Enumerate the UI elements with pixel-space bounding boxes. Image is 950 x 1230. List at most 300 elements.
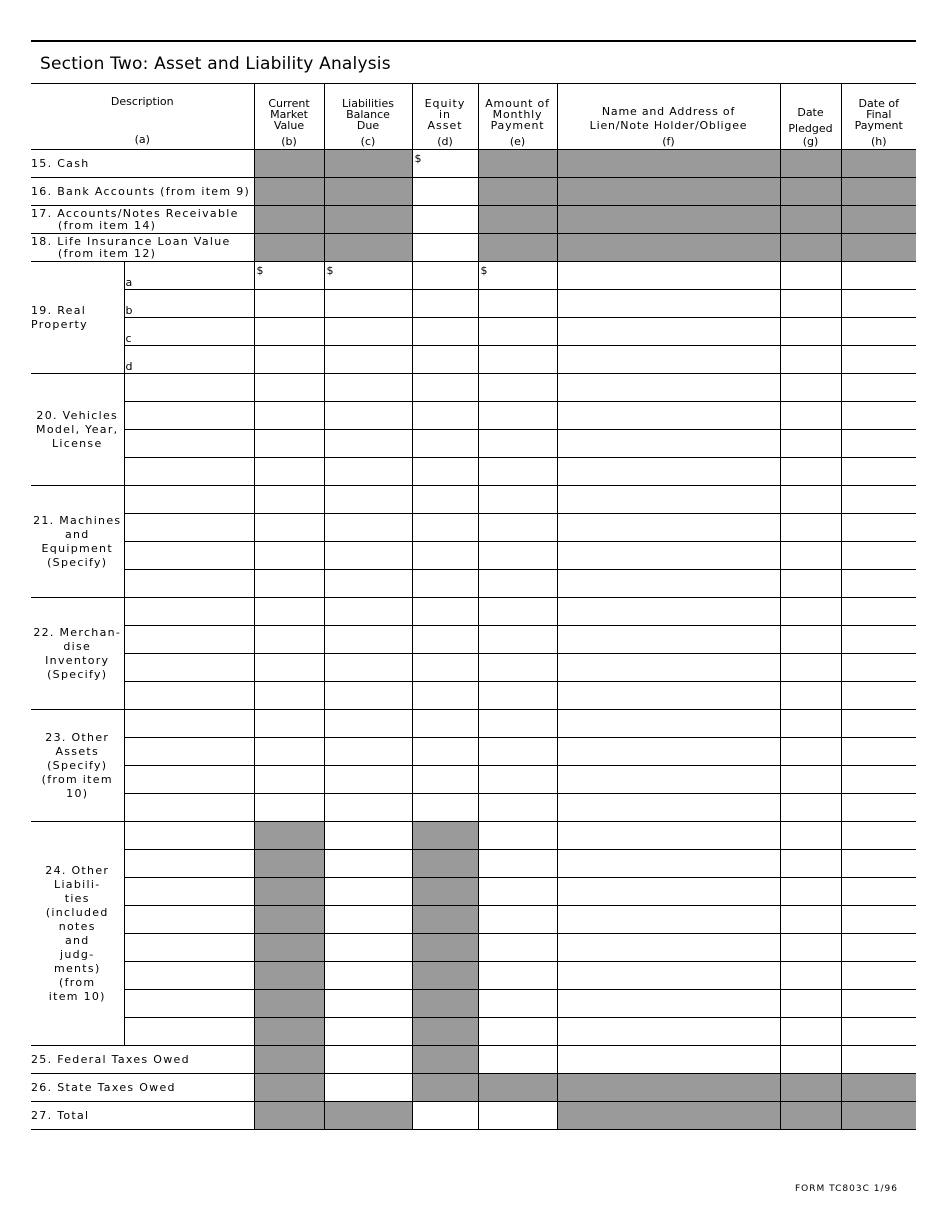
table-cell[interactable] bbox=[841, 570, 916, 598]
table-cell[interactable] bbox=[254, 318, 324, 346]
row-other-assets bbox=[31, 738, 916, 766]
table-cell[interactable] bbox=[324, 962, 412, 990]
label-state-taxes: 26. State Taxes Owed bbox=[31, 1074, 254, 1102]
table-cell[interactable] bbox=[557, 514, 780, 542]
table-cell[interactable] bbox=[478, 430, 557, 458]
table-cell[interactable] bbox=[557, 738, 780, 766]
table-cell[interactable] bbox=[124, 962, 254, 990]
table-cell[interactable] bbox=[780, 682, 841, 710]
table-cell[interactable] bbox=[254, 570, 324, 598]
table-cell[interactable] bbox=[124, 794, 254, 822]
label-bank-accounts: 16. Bank Accounts (from item 9) bbox=[31, 178, 254, 206]
table-cell[interactable] bbox=[478, 822, 557, 850]
table-cell[interactable] bbox=[557, 990, 780, 1018]
asset-liability-table bbox=[31, 83, 916, 1130]
table-cell[interactable] bbox=[780, 822, 841, 850]
table-cell[interactable] bbox=[780, 514, 841, 542]
table-cell[interactable] bbox=[557, 766, 780, 794]
total-equity-field[interactable] bbox=[412, 1102, 478, 1130]
table-cell[interactable] bbox=[124, 514, 254, 542]
cell-shaded bbox=[841, 234, 916, 262]
table-cell[interactable] bbox=[557, 318, 780, 346]
table-cell[interactable] bbox=[478, 850, 557, 878]
table-cell[interactable] bbox=[324, 934, 412, 962]
row-merchandise bbox=[31, 598, 916, 626]
table-cell[interactable] bbox=[478, 1018, 557, 1046]
table-cell[interactable] bbox=[841, 822, 916, 850]
table-cell[interactable] bbox=[780, 486, 841, 514]
cell-shaded bbox=[254, 150, 324, 178]
cell-shaded bbox=[841, 206, 916, 234]
cell-shaded bbox=[324, 206, 412, 234]
real-a-balance-due[interactable]: $ bbox=[324, 262, 412, 290]
table-cell[interactable] bbox=[841, 626, 916, 654]
table-cell[interactable] bbox=[780, 430, 841, 458]
cell-shaded bbox=[254, 962, 324, 990]
table-cell[interactable] bbox=[478, 1046, 557, 1074]
cell-shaded bbox=[254, 1018, 324, 1046]
sub-label-a: a bbox=[124, 262, 254, 290]
table-cell[interactable] bbox=[324, 290, 412, 318]
table-cell[interactable] bbox=[324, 374, 412, 402]
row-other-liabilities bbox=[31, 934, 916, 962]
table-cell[interactable] bbox=[557, 822, 780, 850]
table-cell[interactable] bbox=[841, 878, 916, 906]
real-a-equity[interactable] bbox=[412, 262, 478, 290]
table-cell[interactable] bbox=[478, 766, 557, 794]
table-cell[interactable] bbox=[780, 1046, 841, 1074]
table-cell[interactable] bbox=[254, 402, 324, 430]
table-cell[interactable] bbox=[124, 374, 254, 402]
table-cell[interactable] bbox=[780, 794, 841, 822]
label-federal-taxes: 25. Federal Taxes Owed bbox=[31, 1046, 254, 1074]
sub-label-c: c bbox=[124, 318, 254, 346]
table-cell[interactable] bbox=[478, 990, 557, 1018]
cell-shaded bbox=[412, 934, 478, 962]
table-cell[interactable] bbox=[841, 990, 916, 1018]
table-cell[interactable] bbox=[324, 1018, 412, 1046]
cell-shaded bbox=[780, 234, 841, 262]
table-cell[interactable] bbox=[124, 878, 254, 906]
table-cell[interactable] bbox=[324, 570, 412, 598]
cell-shaded bbox=[780, 178, 841, 206]
real-a-final-payment[interactable] bbox=[841, 262, 916, 290]
cell-shaded bbox=[557, 234, 780, 262]
label-real-property: 19. Real Property bbox=[31, 262, 124, 374]
table-cell[interactable] bbox=[557, 626, 780, 654]
table-cell[interactable] bbox=[324, 654, 412, 682]
cell-shaded bbox=[324, 234, 412, 262]
row-other-liabilities bbox=[31, 878, 916, 906]
row-machines bbox=[31, 570, 916, 598]
table-cell[interactable] bbox=[324, 906, 412, 934]
table-cell[interactable] bbox=[557, 1018, 780, 1046]
row-total bbox=[31, 1102, 916, 1130]
table-cell[interactable] bbox=[557, 542, 780, 570]
cash-equity-field[interactable]: $ bbox=[412, 150, 478, 178]
cell-shaded bbox=[841, 178, 916, 206]
col-header-equity-in-asset: Equity in Asset (d) bbox=[412, 84, 478, 150]
table-cell[interactable] bbox=[478, 486, 557, 514]
table-cell[interactable] bbox=[780, 654, 841, 682]
real-a-monthly-payment[interactable]: $ bbox=[478, 262, 557, 290]
table-cell[interactable] bbox=[324, 542, 412, 570]
table-cell[interactable] bbox=[841, 430, 916, 458]
table-cell[interactable] bbox=[254, 682, 324, 710]
row-other-liabilities bbox=[31, 850, 916, 878]
table-cell[interactable] bbox=[124, 542, 254, 570]
row-bank-accounts bbox=[31, 178, 916, 206]
table-cell[interactable] bbox=[780, 290, 841, 318]
table-cell[interactable] bbox=[780, 626, 841, 654]
table-cell[interactable] bbox=[412, 598, 478, 626]
col-header-amount-monthly-payment: Amount of Monthly Payment (e) bbox=[478, 84, 557, 150]
table-cell[interactable] bbox=[478, 682, 557, 710]
table-cell[interactable] bbox=[780, 850, 841, 878]
cell-shaded bbox=[478, 178, 557, 206]
table-cell[interactable] bbox=[412, 402, 478, 430]
table-cell[interactable] bbox=[254, 430, 324, 458]
table-cell[interactable] bbox=[412, 654, 478, 682]
cell-shaded bbox=[478, 150, 557, 178]
table-cell[interactable] bbox=[841, 738, 916, 766]
table-cell[interactable] bbox=[124, 486, 254, 514]
table-cell[interactable] bbox=[478, 738, 557, 766]
table-cell[interactable] bbox=[254, 738, 324, 766]
table-cell[interactable] bbox=[557, 374, 780, 402]
table-cell[interactable] bbox=[324, 990, 412, 1018]
table-cell[interactable] bbox=[841, 906, 916, 934]
cell-shaded bbox=[557, 150, 780, 178]
table-cell[interactable] bbox=[324, 1046, 412, 1074]
table-cell[interactable] bbox=[780, 318, 841, 346]
table-cell[interactable] bbox=[841, 458, 916, 486]
label-machines: 21. Machines and Equipment (Specify) bbox=[31, 486, 124, 598]
table-cell[interactable] bbox=[557, 1046, 780, 1074]
top-rule bbox=[31, 40, 916, 42]
table-cell[interactable] bbox=[841, 934, 916, 962]
table-cell[interactable] bbox=[124, 598, 254, 626]
table-cell[interactable] bbox=[557, 850, 780, 878]
table-cell[interactable] bbox=[324, 346, 412, 374]
row-merchandise bbox=[31, 654, 916, 682]
table-cell[interactable] bbox=[841, 962, 916, 990]
table-cell[interactable] bbox=[324, 1074, 412, 1102]
table-cell[interactable] bbox=[254, 766, 324, 794]
cell-shaded bbox=[324, 178, 412, 206]
table-cell[interactable] bbox=[324, 458, 412, 486]
table-cell[interactable] bbox=[478, 570, 557, 598]
table-cell[interactable] bbox=[557, 290, 780, 318]
table-cell[interactable] bbox=[412, 738, 478, 766]
table-cell[interactable] bbox=[478, 290, 557, 318]
row-real-property-a bbox=[31, 262, 916, 290]
table-cell[interactable] bbox=[324, 878, 412, 906]
table-cell[interactable] bbox=[841, 598, 916, 626]
table-cell[interactable] bbox=[324, 430, 412, 458]
table-cell[interactable] bbox=[254, 514, 324, 542]
table-cell[interactable] bbox=[780, 990, 841, 1018]
table-cell[interactable] bbox=[478, 934, 557, 962]
table-cell[interactable] bbox=[254, 710, 324, 738]
table-cell[interactable] bbox=[324, 738, 412, 766]
cell-shaded bbox=[412, 1046, 478, 1074]
table-cell[interactable] bbox=[412, 458, 478, 486]
cell-shaded bbox=[254, 1074, 324, 1102]
table-cell[interactable] bbox=[557, 570, 780, 598]
table-cell[interactable] bbox=[557, 682, 780, 710]
table-cell[interactable] bbox=[412, 542, 478, 570]
row-vehicles bbox=[31, 374, 916, 402]
table-cell[interactable] bbox=[124, 430, 254, 458]
table-cell[interactable] bbox=[478, 906, 557, 934]
table-cell[interactable] bbox=[557, 346, 780, 374]
table-cell[interactable] bbox=[841, 710, 916, 738]
table-cell[interactable] bbox=[324, 486, 412, 514]
row-merchandise bbox=[31, 626, 916, 654]
table-cell[interactable] bbox=[324, 318, 412, 346]
row-vehicles bbox=[31, 402, 916, 430]
table-cell[interactable] bbox=[478, 962, 557, 990]
table-cell[interactable] bbox=[412, 766, 478, 794]
accounts-equity-field[interactable] bbox=[412, 206, 478, 234]
table-cell[interactable] bbox=[324, 822, 412, 850]
table-cell[interactable] bbox=[324, 626, 412, 654]
table-cell[interactable] bbox=[124, 402, 254, 430]
table-cell[interactable] bbox=[557, 710, 780, 738]
table-cell[interactable] bbox=[412, 318, 478, 346]
table-cell[interactable] bbox=[557, 402, 780, 430]
table-cell[interactable] bbox=[780, 598, 841, 626]
table-cell[interactable] bbox=[124, 990, 254, 1018]
table-cell[interactable] bbox=[124, 822, 254, 850]
table-cell[interactable] bbox=[412, 710, 478, 738]
sub-label-b: b bbox=[124, 290, 254, 318]
row-other-assets bbox=[31, 766, 916, 794]
table-cell[interactable] bbox=[412, 430, 478, 458]
table-cell[interactable] bbox=[841, 850, 916, 878]
cell-shaded bbox=[254, 850, 324, 878]
real-a-date-pledged[interactable] bbox=[780, 262, 841, 290]
table-cell[interactable] bbox=[324, 514, 412, 542]
table-cell[interactable] bbox=[780, 542, 841, 570]
table-cell[interactable] bbox=[324, 710, 412, 738]
table-cell[interactable] bbox=[324, 682, 412, 710]
table-cell[interactable] bbox=[124, 710, 254, 738]
table-cell[interactable] bbox=[478, 346, 557, 374]
table-cell[interactable] bbox=[254, 542, 324, 570]
table-cell[interactable] bbox=[324, 794, 412, 822]
table-cell[interactable] bbox=[557, 654, 780, 682]
table-cell[interactable] bbox=[324, 850, 412, 878]
label-other-assets: 23. Other Assets (Specify) (from item 10) bbox=[31, 710, 124, 822]
table-cell[interactable] bbox=[478, 458, 557, 486]
table-cell[interactable] bbox=[841, 654, 916, 682]
cell-shaded bbox=[841, 150, 916, 178]
cell-shaded bbox=[478, 206, 557, 234]
cell-shaded bbox=[478, 234, 557, 262]
table-cell[interactable] bbox=[412, 626, 478, 654]
table-cell[interactable] bbox=[841, 290, 916, 318]
table-cell[interactable] bbox=[841, 794, 916, 822]
table-cell[interactable] bbox=[841, 682, 916, 710]
cell-shaded bbox=[780, 206, 841, 234]
table-cell[interactable] bbox=[254, 374, 324, 402]
table-cell[interactable] bbox=[478, 710, 557, 738]
cell-shaded bbox=[324, 150, 412, 178]
table-cell[interactable] bbox=[780, 346, 841, 374]
cell-shaded bbox=[780, 150, 841, 178]
cell-shaded bbox=[254, 1046, 324, 1074]
table-cell[interactable] bbox=[780, 766, 841, 794]
table-cell[interactable] bbox=[124, 682, 254, 710]
table-cell[interactable] bbox=[254, 626, 324, 654]
table-cell[interactable] bbox=[412, 374, 478, 402]
table-cell[interactable] bbox=[254, 346, 324, 374]
table-cell[interactable] bbox=[780, 906, 841, 934]
table-cell[interactable] bbox=[780, 374, 841, 402]
table-cell[interactable] bbox=[412, 486, 478, 514]
header-row bbox=[31, 84, 916, 150]
row-other-liabilities bbox=[31, 990, 916, 1018]
life-equity-field[interactable] bbox=[412, 234, 478, 262]
table-cell[interactable] bbox=[780, 402, 841, 430]
table-cell[interactable] bbox=[478, 878, 557, 906]
table-cell[interactable] bbox=[841, 766, 916, 794]
table-cell[interactable] bbox=[124, 570, 254, 598]
row-other-assets bbox=[31, 794, 916, 822]
table-cell[interactable] bbox=[841, 346, 916, 374]
cell-shaded bbox=[557, 1102, 780, 1130]
table-cell[interactable] bbox=[124, 906, 254, 934]
cell-shaded bbox=[412, 1074, 478, 1102]
table-cell[interactable] bbox=[841, 1018, 916, 1046]
cell-shaded bbox=[254, 878, 324, 906]
table-cell[interactable] bbox=[412, 794, 478, 822]
table-cell[interactable] bbox=[478, 318, 557, 346]
table-cell[interactable] bbox=[124, 934, 254, 962]
table-cell[interactable] bbox=[478, 402, 557, 430]
row-machines bbox=[31, 514, 916, 542]
table-cell[interactable] bbox=[412, 514, 478, 542]
table-cell[interactable] bbox=[841, 514, 916, 542]
table-cell[interactable] bbox=[124, 850, 254, 878]
table-cell[interactable] bbox=[780, 878, 841, 906]
row-machines bbox=[31, 542, 916, 570]
cell-shaded bbox=[324, 1102, 412, 1130]
table-cell[interactable] bbox=[478, 374, 557, 402]
table-cell[interactable] bbox=[412, 682, 478, 710]
table-cell[interactable] bbox=[124, 458, 254, 486]
cell-shaded bbox=[254, 178, 324, 206]
table-cell[interactable] bbox=[412, 570, 478, 598]
table-cell[interactable] bbox=[254, 654, 324, 682]
cell-shaded bbox=[557, 206, 780, 234]
table-cell[interactable] bbox=[478, 514, 557, 542]
row-vehicles bbox=[31, 430, 916, 458]
table-cell[interactable] bbox=[478, 598, 557, 626]
table-cell[interactable] bbox=[841, 318, 916, 346]
table-cell[interactable] bbox=[557, 486, 780, 514]
table-cell[interactable] bbox=[324, 402, 412, 430]
bank-equity-field[interactable] bbox=[412, 178, 478, 206]
table-cell[interactable] bbox=[254, 598, 324, 626]
real-a-lien-holder[interactable] bbox=[557, 262, 780, 290]
label-accounts-receivable: 17. Accounts/Notes Receivable (from item 14) bbox=[31, 206, 254, 234]
cell-shaded bbox=[254, 1102, 324, 1130]
table-cell[interactable] bbox=[324, 766, 412, 794]
table-cell[interactable] bbox=[841, 486, 916, 514]
table-cell[interactable] bbox=[557, 906, 780, 934]
cell-shaded bbox=[780, 1074, 841, 1102]
table-cell[interactable] bbox=[478, 654, 557, 682]
table-cell[interactable] bbox=[557, 598, 780, 626]
total-monthly-field[interactable] bbox=[478, 1102, 557, 1130]
table-cell[interactable] bbox=[124, 766, 254, 794]
table-cell[interactable] bbox=[254, 290, 324, 318]
col-header-date-pledged: Date Pledged (g) bbox=[780, 84, 841, 150]
label-merchandise: 22. Merchan- dise Inventory (Specify) bbox=[31, 598, 124, 710]
table-cell[interactable] bbox=[478, 794, 557, 822]
table-cell[interactable] bbox=[841, 374, 916, 402]
row-life-insurance bbox=[31, 234, 916, 262]
row-machines bbox=[31, 486, 916, 514]
table-cell[interactable] bbox=[254, 794, 324, 822]
table-cell[interactable] bbox=[780, 738, 841, 766]
table-cell[interactable] bbox=[841, 402, 916, 430]
table-cell[interactable] bbox=[254, 486, 324, 514]
table-cell[interactable] bbox=[841, 542, 916, 570]
table-cell[interactable] bbox=[780, 458, 841, 486]
table-cell[interactable] bbox=[324, 598, 412, 626]
table-cell[interactable] bbox=[412, 346, 478, 374]
table-cell[interactable] bbox=[124, 626, 254, 654]
cell-shaded bbox=[557, 1074, 780, 1102]
real-a-market-value[interactable]: $ bbox=[254, 262, 324, 290]
cell-shaded bbox=[254, 934, 324, 962]
table-cell[interactable] bbox=[780, 962, 841, 990]
table-cell[interactable] bbox=[780, 934, 841, 962]
table-cell[interactable] bbox=[780, 710, 841, 738]
table-cell[interactable] bbox=[124, 738, 254, 766]
table-cell[interactable] bbox=[254, 458, 324, 486]
table-cell[interactable] bbox=[557, 934, 780, 962]
label-total: 27. Total bbox=[31, 1102, 254, 1130]
row-cash bbox=[31, 150, 916, 178]
cell-shaded bbox=[412, 1018, 478, 1046]
cell-shaded bbox=[412, 962, 478, 990]
table-cell[interactable] bbox=[124, 1018, 254, 1046]
table-cell[interactable] bbox=[478, 626, 557, 654]
label-cash: 15. Cash bbox=[31, 150, 254, 178]
table-cell[interactable] bbox=[124, 654, 254, 682]
cell-shaded bbox=[841, 1102, 916, 1130]
cell-shaded bbox=[412, 878, 478, 906]
row-real-property-d bbox=[31, 346, 916, 374]
table-cell[interactable] bbox=[780, 1018, 841, 1046]
table-cell[interactable] bbox=[557, 794, 780, 822]
table-cell[interactable] bbox=[478, 542, 557, 570]
row-real-property-c bbox=[31, 318, 916, 346]
row-vehicles bbox=[31, 458, 916, 486]
table-cell[interactable] bbox=[841, 1046, 916, 1074]
table-cell[interactable] bbox=[557, 962, 780, 990]
table-cell[interactable] bbox=[780, 570, 841, 598]
table-cell[interactable] bbox=[557, 878, 780, 906]
table-cell[interactable] bbox=[412, 290, 478, 318]
table-cell[interactable] bbox=[557, 430, 780, 458]
table-cell[interactable] bbox=[557, 458, 780, 486]
